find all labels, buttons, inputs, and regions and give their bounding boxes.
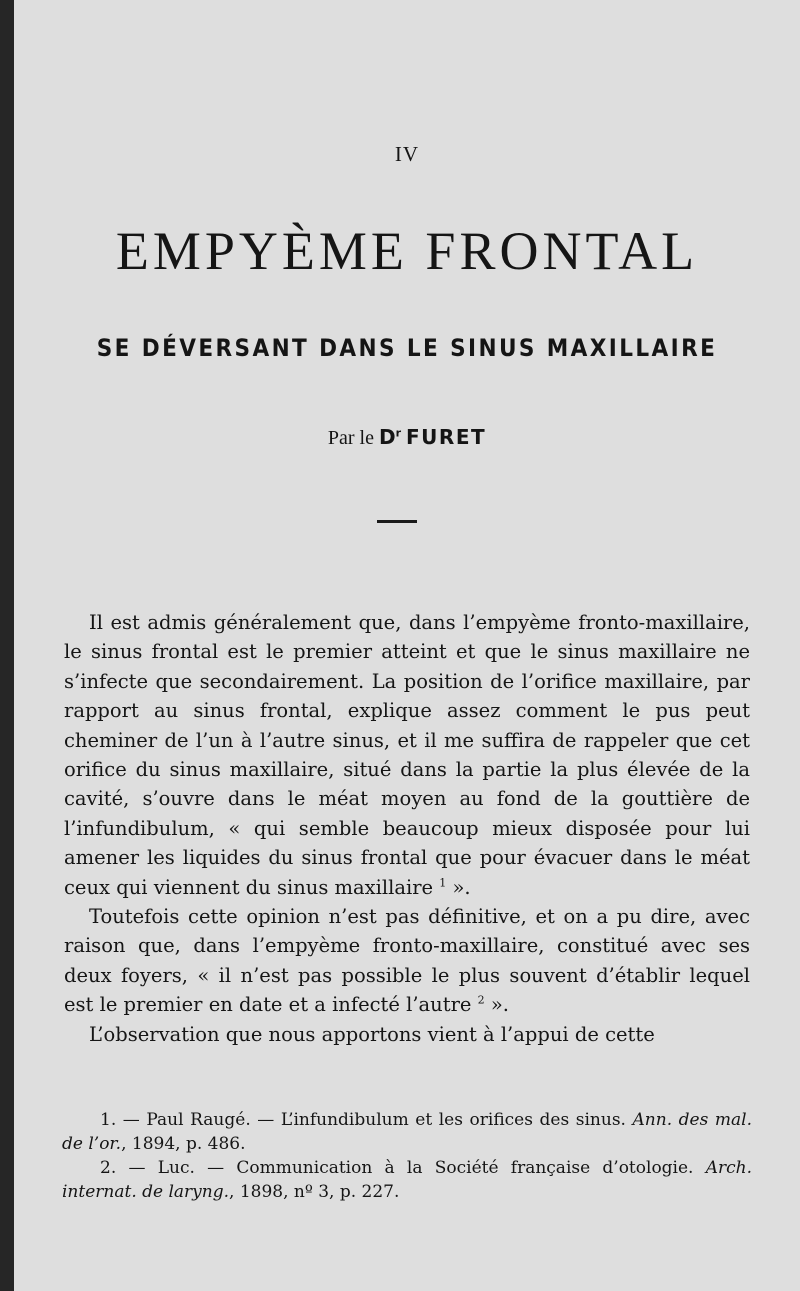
paragraph: L’observation que nous apportons vient à l’appui de cette [89,1022,655,1046]
byline-title: $D^r$ [378,425,402,449]
byline [14,425,800,450]
footnote-ref: 1 [439,876,447,890]
body-text [64,608,750,1049]
page-title: EMPYÈME FRONTAL [115,221,699,281]
footnote: 2. — Luc. — Communication à la Société française d’otologie. Arch. internat. de laryng., 1898, nº 3, p. 227. [62,1158,752,1202]
footnote-ref: 2 [477,993,485,1007]
paragraph: Il est admis généralement que, dans l’empyème fronto-maxillaire, le sinus frontal est le premier atteint et que le sinus maxillaire ne s’infecte que secondairement. La position de l’orifice maxillaire, par rapport au sinus frontal, explique assez comment le pus peut cheminer de l’un à l’autre sinus, et il me suffira de rappeler que cet orifice du sinus maxillaire, situé dans la partie la plus élevée de la cavité, s’ouvre dans le méat moyen au fond de la gouttière de l’infundibulum, « qui semble beaucoup mieux disposée pour lui amener les liquides du sinus frontal que pour évacuer dans le méat ceux qui viennent du sinus maxillaire $^1$ ». [64,611,750,899]
scan-border [0,0,14,1291]
byline-prefix: Par le [327,427,374,449]
paragraph: Toutefois cette opinion n’est pas définitive, et on a pu dire, avec raison que, dans l’empyème fronto-maxillaire, constitué avec ses deux foyers, « il n’est pas possible le plus souvent d’établir lequel est le premier en date et a infecté l’autre $^2$ ». [64,905,750,1017]
chapter-number: IV [394,142,420,166]
book-page [14,0,800,1291]
subtitle: SE DÉVERSANT DANS LE SINUS MAXILLAIRE [96,334,718,362]
separator-rule [377,520,417,523]
author-name: FURET [406,425,487,449]
footnotes [62,1108,752,1204]
footnote: 1. — Paul Raugé. — L’infundibulum et les orifices des sinus. Ann. des mal. de l’or., 1894, p. 486. [62,1110,752,1154]
